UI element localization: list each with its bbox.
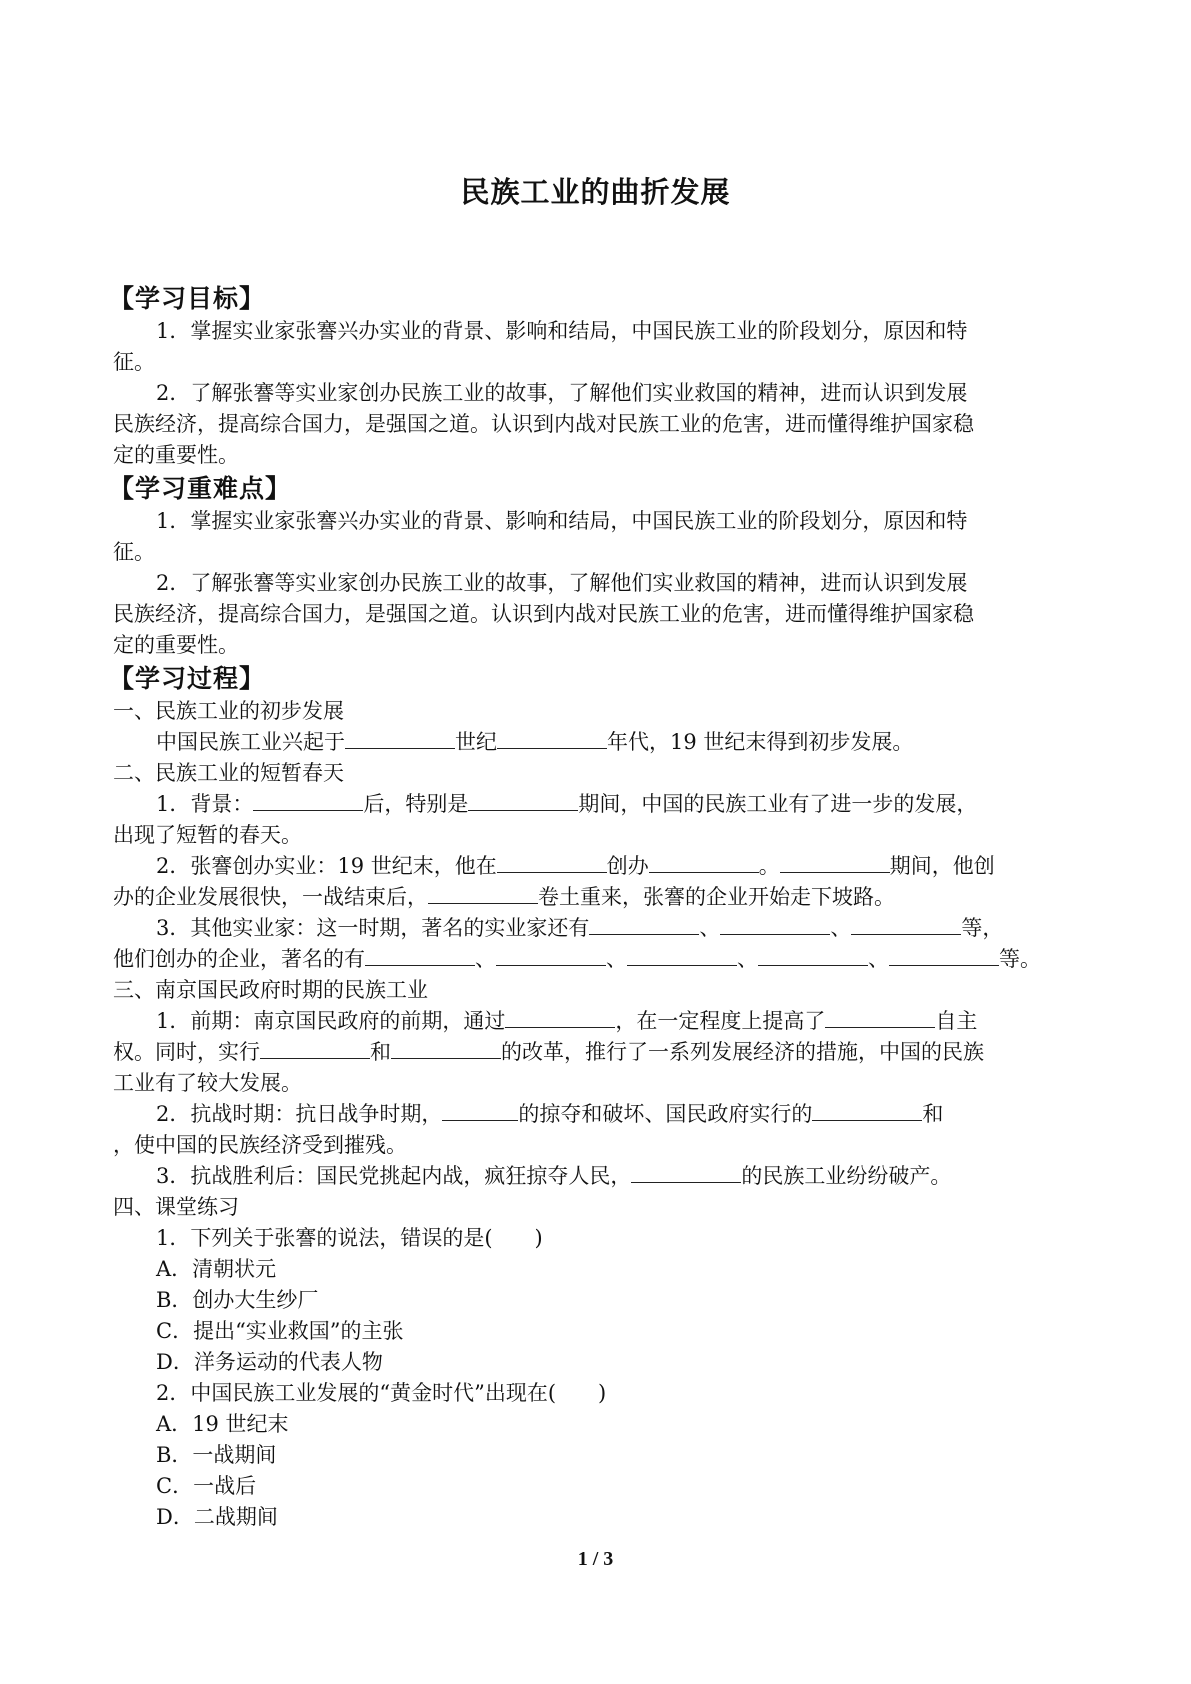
text-run: 、 [475,947,496,971]
text-run: 后，特别是 [363,792,469,816]
keypoints-heading: 【学习重难点】 [109,474,292,503]
section-2-q3-line-1 [113,913,1103,944]
text-run: 3．抗战胜利后：国民党挑起内战，疯狂掠夺人民， [156,1164,632,1188]
keypoints-item-1-line-1: 1．掌握实业家张謇兴办实业的背景、影响和结局，中国民族工业的阶段划分，原因和特 [156,509,968,533]
text-run: 的掠夺和破坏、国民政府实行的 [518,1102,813,1126]
answer-blank[interactable] [428,883,538,904]
document-body [109,281,1103,1533]
text-run: 中国民族工业兴起于 [156,730,345,754]
text-run: 、 [699,916,721,940]
keypoints-item-2-line-1: 2．了解张謇等实业家创办民族工业的故事，了解他们实业救国的精神，进而认识到发展 [156,571,968,595]
text-run: 权。同时，实行 [113,1040,260,1064]
section-2-title: 二、民族工业的短暂春天 [113,761,344,785]
section-3-q2-line-2: ，使中国的民族经济受到摧残。 [113,1133,407,1157]
keypoints-item-2-line-3: 定的重要性。 [113,633,239,657]
text-run: 办的企业发展很快，一战结束后， [113,885,428,909]
answer-blank[interactable] [497,852,607,873]
text-run: 、 [606,947,627,971]
text-run: 年代，19 世纪末得到初步发展。 [607,730,914,754]
section-3-title: 三、南京国民政府时期的民族工业 [113,978,428,1002]
goals-item-1-line-1: 1．掌握实业家张謇兴办实业的背景、影响和结局，中国民族工业的阶段划分，原因和特 [156,319,968,343]
answer-blank[interactable] [497,728,607,749]
answer-blank[interactable] [627,945,737,966]
text-run: 世纪 [455,730,497,754]
answer-blank[interactable] [391,1038,501,1059]
question-2-option-b[interactable]: B．一战期间 [156,1443,277,1467]
answer-blank[interactable] [442,1100,518,1121]
text-run: 自主 [935,1009,978,1033]
answer-blank[interactable] [825,1007,935,1028]
text-run: 1．前期：南京国民政府的前期，通过 [156,1009,506,1033]
goals-item-2-line-1: 2．了解张謇等实业家创办民族工业的故事，了解他们实业救国的精神，进而认识到发展 [156,381,968,405]
section-3-q1-line-2 [113,1037,1103,1068]
question-2-option-d[interactable]: D．二战期间 [156,1505,278,1529]
question-1-option-b[interactable]: B．创办大生纱厂 [156,1288,319,1312]
question-1-stem: 1．下列关于张謇的说法，错误的是( ) [156,1226,543,1250]
text-run: 1．背景： [156,792,254,816]
text-run: 、 [868,947,889,971]
section-1-fill-line [113,727,1103,758]
section-2-q3-line-2 [113,944,1103,975]
answer-blank[interactable] [589,914,699,935]
question-1-option-a[interactable]: A．清朝状元 [156,1257,277,1281]
text-run: 和 [922,1102,944,1126]
section-3-q1-line-1 [113,1006,1103,1037]
answer-blank[interactable] [260,1038,370,1059]
answer-blank[interactable] [345,728,455,749]
answer-blank[interactable] [649,852,759,873]
text-run: 2．张謇创办实业：19 世纪末，他在 [156,854,497,878]
section-3-q1-line-3: 工业有了较大发展。 [113,1071,302,1095]
section-2-q1-line-1 [113,789,1103,820]
answer-blank[interactable] [496,945,606,966]
text-run: 等。 [999,947,1041,971]
text-run: 期间，中国的民族工业有了进一步的发展， [578,792,978,816]
text-run: 他们创办的企业，著名的有 [113,947,365,971]
answer-blank[interactable] [365,945,475,966]
text-run: 期间，他创 [889,854,995,878]
text-run: 的改革，推行了一系列发展经济的措施，中国的民族 [501,1040,984,1064]
keypoints-item-1-line-2: 征。 [113,540,155,564]
text-run: 2．抗战时期：抗日战争时期， [156,1102,443,1126]
answer-blank[interactable] [720,914,830,935]
answer-blank[interactable] [812,1100,922,1121]
page-number: 1 / 3 [577,1548,614,1570]
section-3-q3-line-1 [113,1161,1103,1192]
goals-item-2-line-2: 民族经济，提高综合国力，是强国之道。认识到内战对民族工业的危害，进而懂得维护国家稳 [113,412,974,436]
question-1-option-c[interactable]: C．提出“实业救国”的主张 [156,1319,404,1343]
keypoints-item-2-line-2: 民族经济，提高综合国力，是强国之道。认识到内战对民族工业的危害，进而懂得维护国家稳 [113,602,974,626]
text-run: 的民族工业纷纷破产。 [741,1164,952,1188]
answer-blank[interactable] [631,1162,741,1183]
text-run: 、 [830,916,852,940]
section-4-title: 四、课堂练习 [113,1195,239,1219]
answer-blank[interactable] [253,790,363,811]
section-3-q2-line-1 [113,1099,1103,1130]
text-run: ，在一定程度上提高了 [615,1009,826,1033]
goals-item-1-line-2: 征。 [113,350,155,374]
process-heading: 【学习过程】 [109,664,266,693]
answer-blank[interactable] [505,1007,615,1028]
text-run: 。 [758,854,780,878]
text-run: 3．其他实业家：这一时期，著名的实业家还有 [156,916,590,940]
section-2-q1-line-2: 出现了短暂的春天。 [113,823,302,847]
text-run: 和 [370,1040,391,1064]
answer-blank[interactable] [758,945,868,966]
question-2-option-c[interactable]: C．一战后 [156,1474,257,1498]
question-1-option-d[interactable]: D．洋务运动的代表人物 [156,1350,383,1374]
answer-blank[interactable] [889,945,999,966]
question-2-option-a[interactable]: A．19 世纪末 [156,1412,289,1436]
text-run: 、 [737,947,758,971]
question-2-stem: 2．中国民族工业发展的“黄金时代”出现在( ) [156,1381,607,1405]
goals-heading: 【学习目标】 [109,284,266,313]
section-2-q2-line-2 [113,882,1103,913]
answer-blank[interactable] [468,790,578,811]
goals-item-2-line-3: 定的重要性。 [113,443,239,467]
text-run: 创办 [606,854,649,878]
answer-blank[interactable] [780,852,890,873]
text-run: 卷土重来，张謇的企业开始走下坡路。 [538,885,895,909]
section-1-title: 一、民族工业的初步发展 [113,699,344,723]
answer-blank[interactable] [851,914,961,935]
page-title: 民族工业的曲折发展 [460,175,731,209]
section-2-q2-line-1 [113,851,1103,882]
text-run: 等， [961,916,1004,940]
